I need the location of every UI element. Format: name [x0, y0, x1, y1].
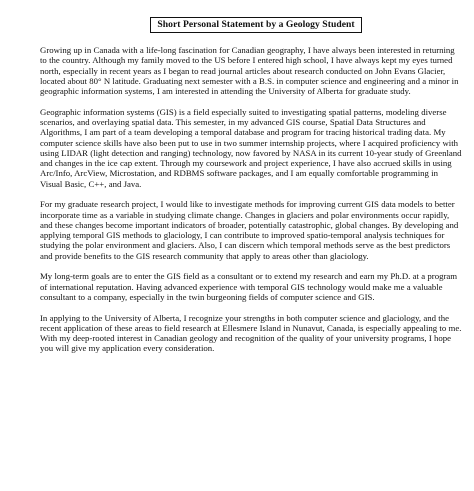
- title-container: [40, 14, 462, 33]
- paragraph-2: Geographic information systems (GIS) is a field especially suited to investigating spatial patterns, modeling diverse scenarios, and overlaying spatial data. This semester, in my advanced GIS course, Spatial Data Structures and Algorithms, I am part of a team developing a temporal database and program for tracing historical trading data. My computer science skills have also been put to use in two summer internship projects, where I acquired proficiency with using LIDAR (light detection and ranging) technology, now favored by NASA in its current 10-year study of Greenland and changes in the ice cap extent. Through my coursework and project experience, I have also accrued skills in using Arc/Info, ArcView, Microstation, and RDBMS software packages, and I am equally comfortable programming in Visual Basic, C++, and Java.: [40, 106, 462, 189]
- paragraph-5: In applying to the University of Alberta, I recognize your strengths in both computer science and glaciology, and the recent application of these areas to field research at Ellesmere Island in Nunavut, Canada, is especially appealing to me. With my deep-rooted interest in Canadian geology and recognition of the quality of your university programs, I hope you will give my application every consideration.: [40, 312, 462, 354]
- paragraph-1: Growing up in Canada with a life-long fascination for Canadian geography, I have always been interested in returning to the country. Although my family moved to the US before I entered high school, I have always kept my eyes turned north, especially in recent years as I began to read journal articles about research conducted on John Evans Glacier, located about 80° N latitude. Graduating next semester with a B.S. in computer science and engineering and a minor in geographic information systems, I am interested in attending the University of Alberta for graduate study.: [40, 45, 459, 96]
- paragraph-4: My long-term goals are to enter the GIS field as a consultant or to extend my research and earn my Ph.D. at a program of international reputation. Having advanced experience with temporal GIS technology would make me a valuable consultant to a company, especially in the twin burgeoning fields of computer science and GIS.: [40, 271, 458, 302]
- document-title: Short Personal Statement by a Geology Student: [150, 17, 361, 33]
- paragraph-3: For my graduate research project, I would like to investigate methods for improving current GIS data models to better incorporate time as a variable in studying climate change. Changes in glaciers and polar environments occur rapidly, and these changes become important indicators of broader, potentially catastrophic, global changes. By developing and applying temporal GIS methods to glaciology, I can contribute to improved spatio-temporal analysis techniques for studying the polar environment and glaciers. Also, I can discern which temporal methods serve as the best predictors and provide benefits to the GIS research community that apply to areas other than glaciology.: [40, 199, 459, 261]
